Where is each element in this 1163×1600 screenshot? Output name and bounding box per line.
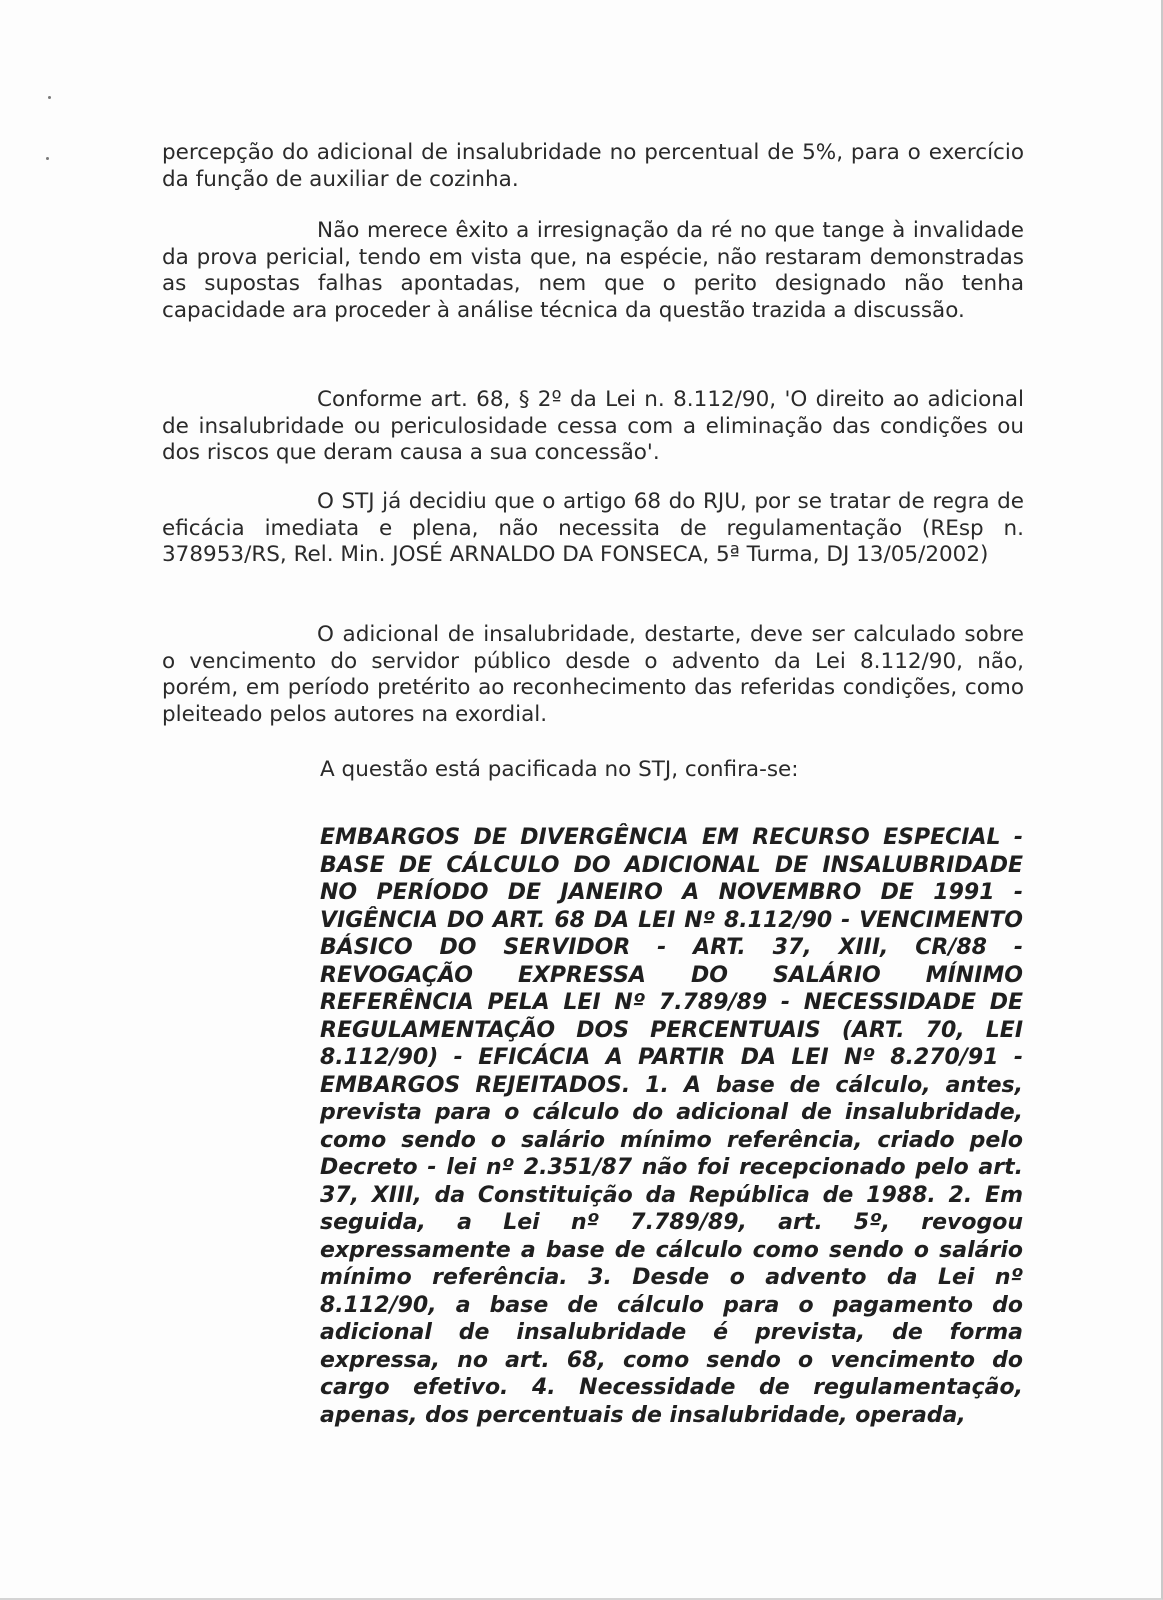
paragraph-stj-decision: O STJ já decidiu que o artigo 68 do RJU, por se tratar de regra de eficácia imediata e plena, não necessita de regulamentação (REsp n. 378953/RS, Rel. Min. JOSÉ ARNALDO DA FONSECA, 5ª Turma, DJ 13/05/2002) [162,489,1024,567]
paragraph-art-68: Conforme art. 68, § 2º da Lei n. 8.112/90, 'O direito ao adicional de insalubridade ou periculosidade cessa com a eliminação das condições ou dos riscos que deram causa a sua concessão'. [162,387,1024,465]
jurisprudence-quote: EMBARGOS DE DIVERGÊNCIA EM RECURSO ESPECIAL - BASE DE CÁLCULO DO ADICIONAL DE INSALUBRIDADE NO PERÍODO DE JANEIRO A NOVEMBRO DE 1991 - VIGÊNCIA DO ART. 68 DA LEI Nº 8.112/90 - VENCIMENTO BÁSICO DO SERVIDOR - ART. 37, XIII, CR/88 - REVOGAÇÃO EXPRESSA DO SALÁRIO MÍNIMO REFERÊNCIA PELA LEI Nº 7.789/89 - NECESSIDADE DE REGULAMENTAÇÃO DOS PERCENTUAIS (ART. 70, LEI 8.112/90) - EFICÁCIA A PARTIR DA LEI Nº 8.270/91 - EMBARGOS REJEITADOS. 1. A base de cálculo, antes, prevista para o cálculo do adicional de insalubridade, como sendo o salário mínimo referência, criado pelo Decreto - lei nº 2.351/87 não foi recepcionado pelo art. 37, XIII, da Constituição da República de 1988. 2. Em seguida, a Lei nº 7.789/89, art. 5º, revogou expressamente a base de cálculo como sendo o salário mínimo referência. 3. Desde o advento da Lei nº 8.112/90, a base de cálculo para o pagamento do adicional de insalubridade é prevista, de forma expressa, no art. 68, como sendo o vencimento do cargo efetivo. 4. Necessidade de regulamentação, apenas, dos percentuais de insalubridade, operada, [320,825,1023,1428]
quote-introduction: A questão está pacificada no STJ, confira-se: [320,757,799,782]
scan-speck [48,96,51,99]
paragraph-pericial: Não merece êxito a irresignação da ré no que tange à invalidade da prova pericial, tendo em vista que, na espécie, não restaram demonstradas as supostas falhas apontadas, nem que o perito designado não tenha capacidade ara proceder à análise técnica da questão trazida a discussão. [162,218,1024,323]
scan-speck [46,157,49,160]
paragraph-base-calculo: O adicional de insalubridade, destarte, deve ser calculado sobre o vencimento do servidor público desde o advento da Lei 8.112/90, não, porém, em período pretérito ao reconhecimento das referidas condições, como pleiteado pelos autores na exordial. [162,622,1024,727]
paragraph-continuation: percepção do adicional de insalubridade no percentual de 5%, para o exercício da função de auxiliar de cozinha. [162,140,1024,192]
